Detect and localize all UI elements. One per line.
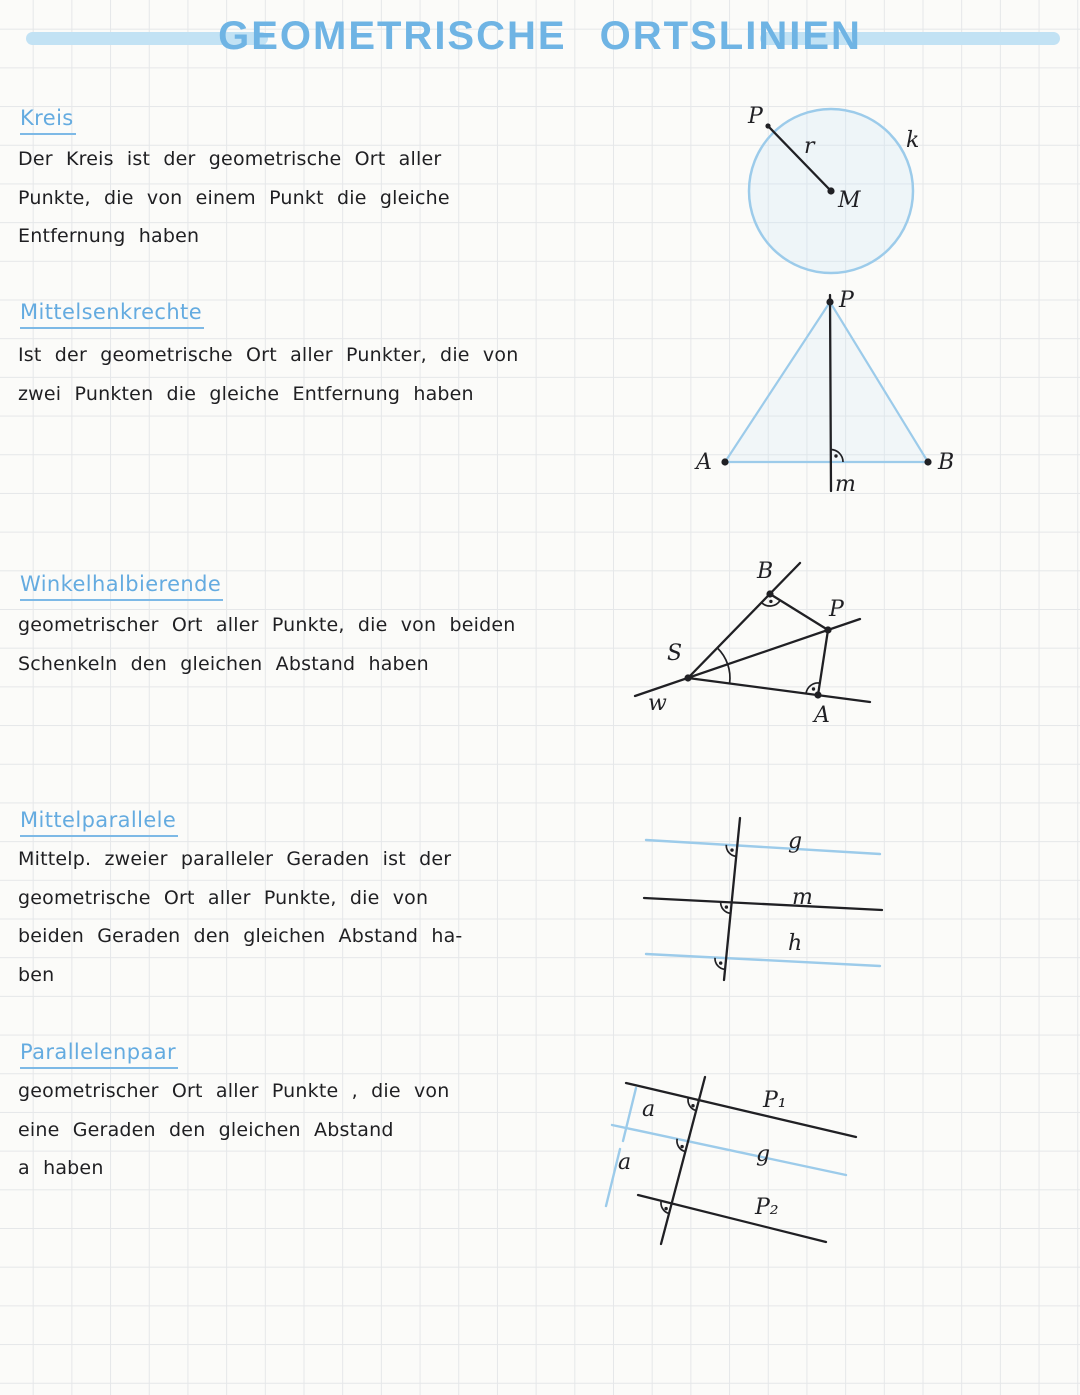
parallelenpaar-diagram xyxy=(596,1061,892,1267)
line-p1 xyxy=(626,1083,856,1137)
right-angle-dot-h xyxy=(719,961,722,964)
label-g: g xyxy=(788,829,803,854)
point-P-dot xyxy=(765,123,770,128)
mittelparallele-definition xyxy=(18,840,538,995)
heading-kreis: Kreis xyxy=(20,106,76,135)
label-r: r xyxy=(804,134,815,159)
label-B: B xyxy=(938,450,955,475)
label-a-bottom: a xyxy=(618,1150,632,1175)
text-line: Punkte, die von einem Punkt die gleiche xyxy=(18,186,450,209)
lower-schenkel-line xyxy=(688,678,870,702)
heading-mittelsenkrechte: Mittelsenkrechte xyxy=(20,300,204,329)
point-B-dot xyxy=(924,458,931,465)
text-line: Ist der geometrische Ort aller Punkter, die von xyxy=(18,344,519,366)
right-angle-dot-g xyxy=(680,1145,683,1148)
distance-a-top-segment xyxy=(623,1088,636,1141)
label-B: B xyxy=(757,559,774,584)
triangle xyxy=(725,302,928,462)
page-title: GEOMETRISCHE ORTSLINIEN xyxy=(218,14,862,58)
text-line: Der Kreis ist der geometrische Ort aller xyxy=(18,148,442,170)
heading-winkelhalbierende: Winkelhalbierende xyxy=(20,572,223,601)
distance-PA-line xyxy=(818,630,828,695)
right-angle-dot-A xyxy=(812,687,815,690)
text-line: Schenkeln den gleichen Abstand haben xyxy=(18,652,429,675)
mittelsenkrechte-definition xyxy=(18,336,538,413)
label-m: m xyxy=(835,472,856,497)
text-line: geometrische Ort aller Punkte, die von xyxy=(18,886,429,909)
heading-parallelenpaar: Parallelenpaar xyxy=(20,1040,178,1069)
text-line: geometrischer Ort aller Punkte, die von beiden xyxy=(18,614,516,636)
perpendicular-bisector-line xyxy=(830,295,831,491)
right-angle-dot-p1 xyxy=(691,1104,694,1107)
point-M-dot xyxy=(827,187,834,194)
kreis-definition xyxy=(18,140,538,256)
mittelparallele-diagram xyxy=(638,806,890,998)
parallelenpaar-definition xyxy=(18,1072,538,1188)
label-A: A xyxy=(696,450,712,475)
text-line: beiden Geraden den gleichen Abstand ha- xyxy=(18,925,463,948)
text-line: eine Geraden den gleichen Abstand xyxy=(18,1118,394,1141)
label-h: h xyxy=(788,931,803,956)
text-line: zwei Punkten die gleiche Entfernung haben xyxy=(18,382,474,405)
point-S-dot xyxy=(684,674,691,681)
point-A-dot xyxy=(721,458,728,465)
text-line: Entfernung haben xyxy=(18,225,200,248)
label-P: P xyxy=(839,288,854,313)
winkelhalbierende-diagram xyxy=(616,546,906,745)
label-a-top: a xyxy=(642,1097,656,1122)
upper-schenkel-line xyxy=(688,563,800,678)
line-g xyxy=(646,840,880,854)
point-P-dot xyxy=(826,298,833,305)
label-k: k xyxy=(906,128,920,153)
text-line: geometrischer Ort aller Punkte , die von xyxy=(18,1080,450,1102)
right-angle-dot-m xyxy=(725,905,728,908)
label-p2: P₂ xyxy=(755,1195,779,1220)
label-S: S xyxy=(667,641,683,666)
line-h xyxy=(646,954,880,966)
text-line: Mittelp. zweier paralleler Geraden ist der xyxy=(18,848,452,870)
label-M: M xyxy=(838,188,861,213)
right-angle-dot xyxy=(834,454,837,457)
point-P-dot xyxy=(824,626,831,633)
line-g xyxy=(612,1125,846,1175)
mittelsenkrechte-diagram xyxy=(688,283,973,515)
transversal-line xyxy=(661,1077,705,1244)
kreis-diagram xyxy=(728,83,950,311)
distance-PB-line xyxy=(770,594,828,630)
text-line: ben xyxy=(18,964,55,987)
label-p1: P₁ xyxy=(763,1088,787,1113)
right-angle-dot-p2 xyxy=(664,1207,667,1210)
winkelhalbierende-definition xyxy=(18,606,538,683)
right-angle-dot-g xyxy=(730,848,733,851)
point-A-dot xyxy=(814,691,821,698)
transversal-line xyxy=(724,818,740,980)
label-A: A xyxy=(814,703,830,728)
label-w: w xyxy=(648,691,667,716)
label-m: m xyxy=(792,885,813,910)
label-P: P xyxy=(829,597,844,622)
heading-mittelparallele: Mittelparallele xyxy=(20,808,178,837)
label-g: g xyxy=(756,1142,771,1167)
point-B-dot xyxy=(766,590,773,597)
right-angle-dot-B xyxy=(769,600,772,603)
line-m xyxy=(644,898,882,910)
line-p2 xyxy=(638,1195,826,1242)
label-P: P xyxy=(748,104,763,129)
text-line: a haben xyxy=(18,1157,104,1180)
